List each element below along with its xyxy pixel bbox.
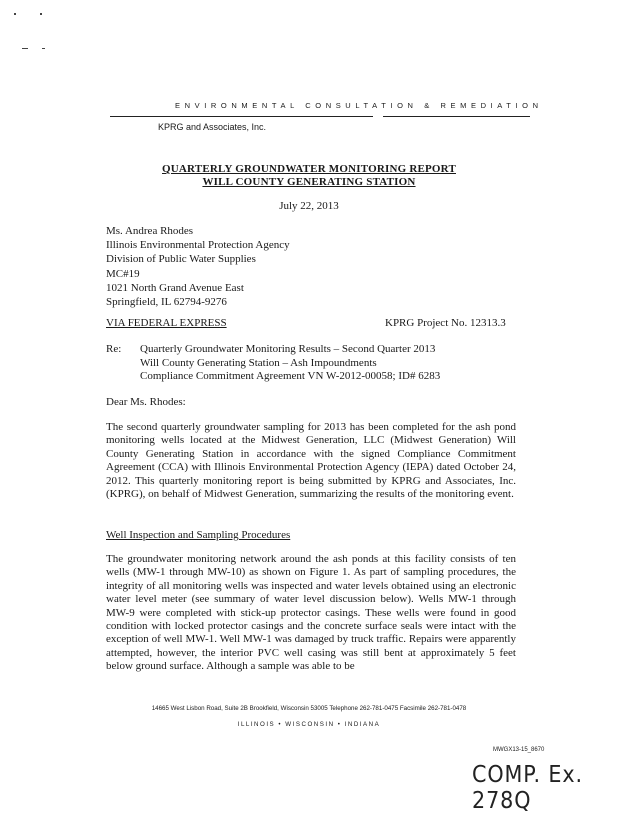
scan-mark xyxy=(14,13,16,15)
report-date: July 22, 2013 xyxy=(279,200,339,212)
recipient-line: Division of Public Water Supplies xyxy=(106,253,256,266)
recipient-address xyxy=(106,224,290,309)
project-number: KPRG Project No. 12313.3 xyxy=(385,317,506,329)
recipient-line: MC#19 xyxy=(106,267,140,280)
salutation: Dear Ms. Rhodes: xyxy=(106,396,186,408)
subject-line: Will County Generating Station – Ash Impoundments xyxy=(140,357,377,369)
scan-mark xyxy=(40,13,42,15)
section-paragraph: The groundwater monitoring network around the ash ponds at this facility consists of ten wells (MW-1 through MW-10) as shown on Figure 1. As part of sampling procedures, the integrity of all monitoring wells was inspected and water levels obtained using an electronic water level meter (see summary of water level discussion below). Wells MW-1 through MW-9 were completed with stick-up protector casings. These wells were found in good condition with locked protector casings and the concrete surface seals were intact with the exception of well MW-1. Well MW-1 was damaged by truck traffic. Repairs were apparently attempted, however, the interior PVC well casing was still bent at approximately 5 feet below ground surface. Although a sample was able to be xyxy=(106,553,516,673)
letterhead-rule-right xyxy=(383,116,530,117)
section-heading: Well Inspection and Sampling Procedures xyxy=(106,529,291,541)
intro-paragraph: The second quarterly groundwater sampling for 2013 has been completed for the ash pond monitoring wells located at the Midwest Generation, LLC (Midwest Generation) Will County Generating Station in accordance with the signed Compliance Commitment Agreement (CCA) with Illinois Environmental Protection Agency (IEPA) dated October 24, 2012. This quarterly monitoring report is being submitted by KPRG and Associates, Inc. (KPRG), on behalf of Midwest Generation, summarizing the results of the monitoring event. xyxy=(106,421,516,501)
footer-states: ILLINOIS • WISCONSIN • INDIANA xyxy=(237,721,381,728)
subject-line: Quarterly Groundwater Monitoring Results – Second Quarter 2013 xyxy=(140,343,436,355)
report-title: QUARTERLY GROUNDWATER MONITORING REPORT xyxy=(162,163,456,175)
company-name: KPRG and Associates, Inc. xyxy=(158,122,267,132)
recipient-line: Illinois Environmental Protection Agency xyxy=(106,239,290,252)
footer-address: 14665 West Lisbon Road, Suite 2B Brookfield, Wisconsin 53005 Telephone 262-781-0475 Facsimile 262-781-0478 xyxy=(151,705,467,712)
bates-number: MWGX13-15_8670 xyxy=(493,747,545,753)
delivery-method: VIA FEDERAL EXPRESS xyxy=(106,317,227,329)
subject-line: Compliance Commitment Agreement VN W-2012-00058; ID# 6283 xyxy=(140,370,441,382)
scan-mark xyxy=(42,48,45,49)
recipient-line: 1021 North Grand Avenue East xyxy=(106,281,244,294)
report-subtitle: WILL COUNTY GENERATING STATION xyxy=(202,176,416,188)
scan-mark xyxy=(22,48,28,49)
recipient-line: Ms. Andrea Rhodes xyxy=(106,225,194,237)
letterhead-rule-left xyxy=(110,116,373,117)
subject-label: Re: xyxy=(106,343,122,355)
letterhead-banner: ENVIRONMENTAL CONSULTATION & REMEDIATION xyxy=(175,101,543,110)
exhibit-stamp: COMP. Ex. 278Q xyxy=(472,762,584,814)
recipient-line: Springfield, IL 62794-9276 xyxy=(106,296,227,309)
